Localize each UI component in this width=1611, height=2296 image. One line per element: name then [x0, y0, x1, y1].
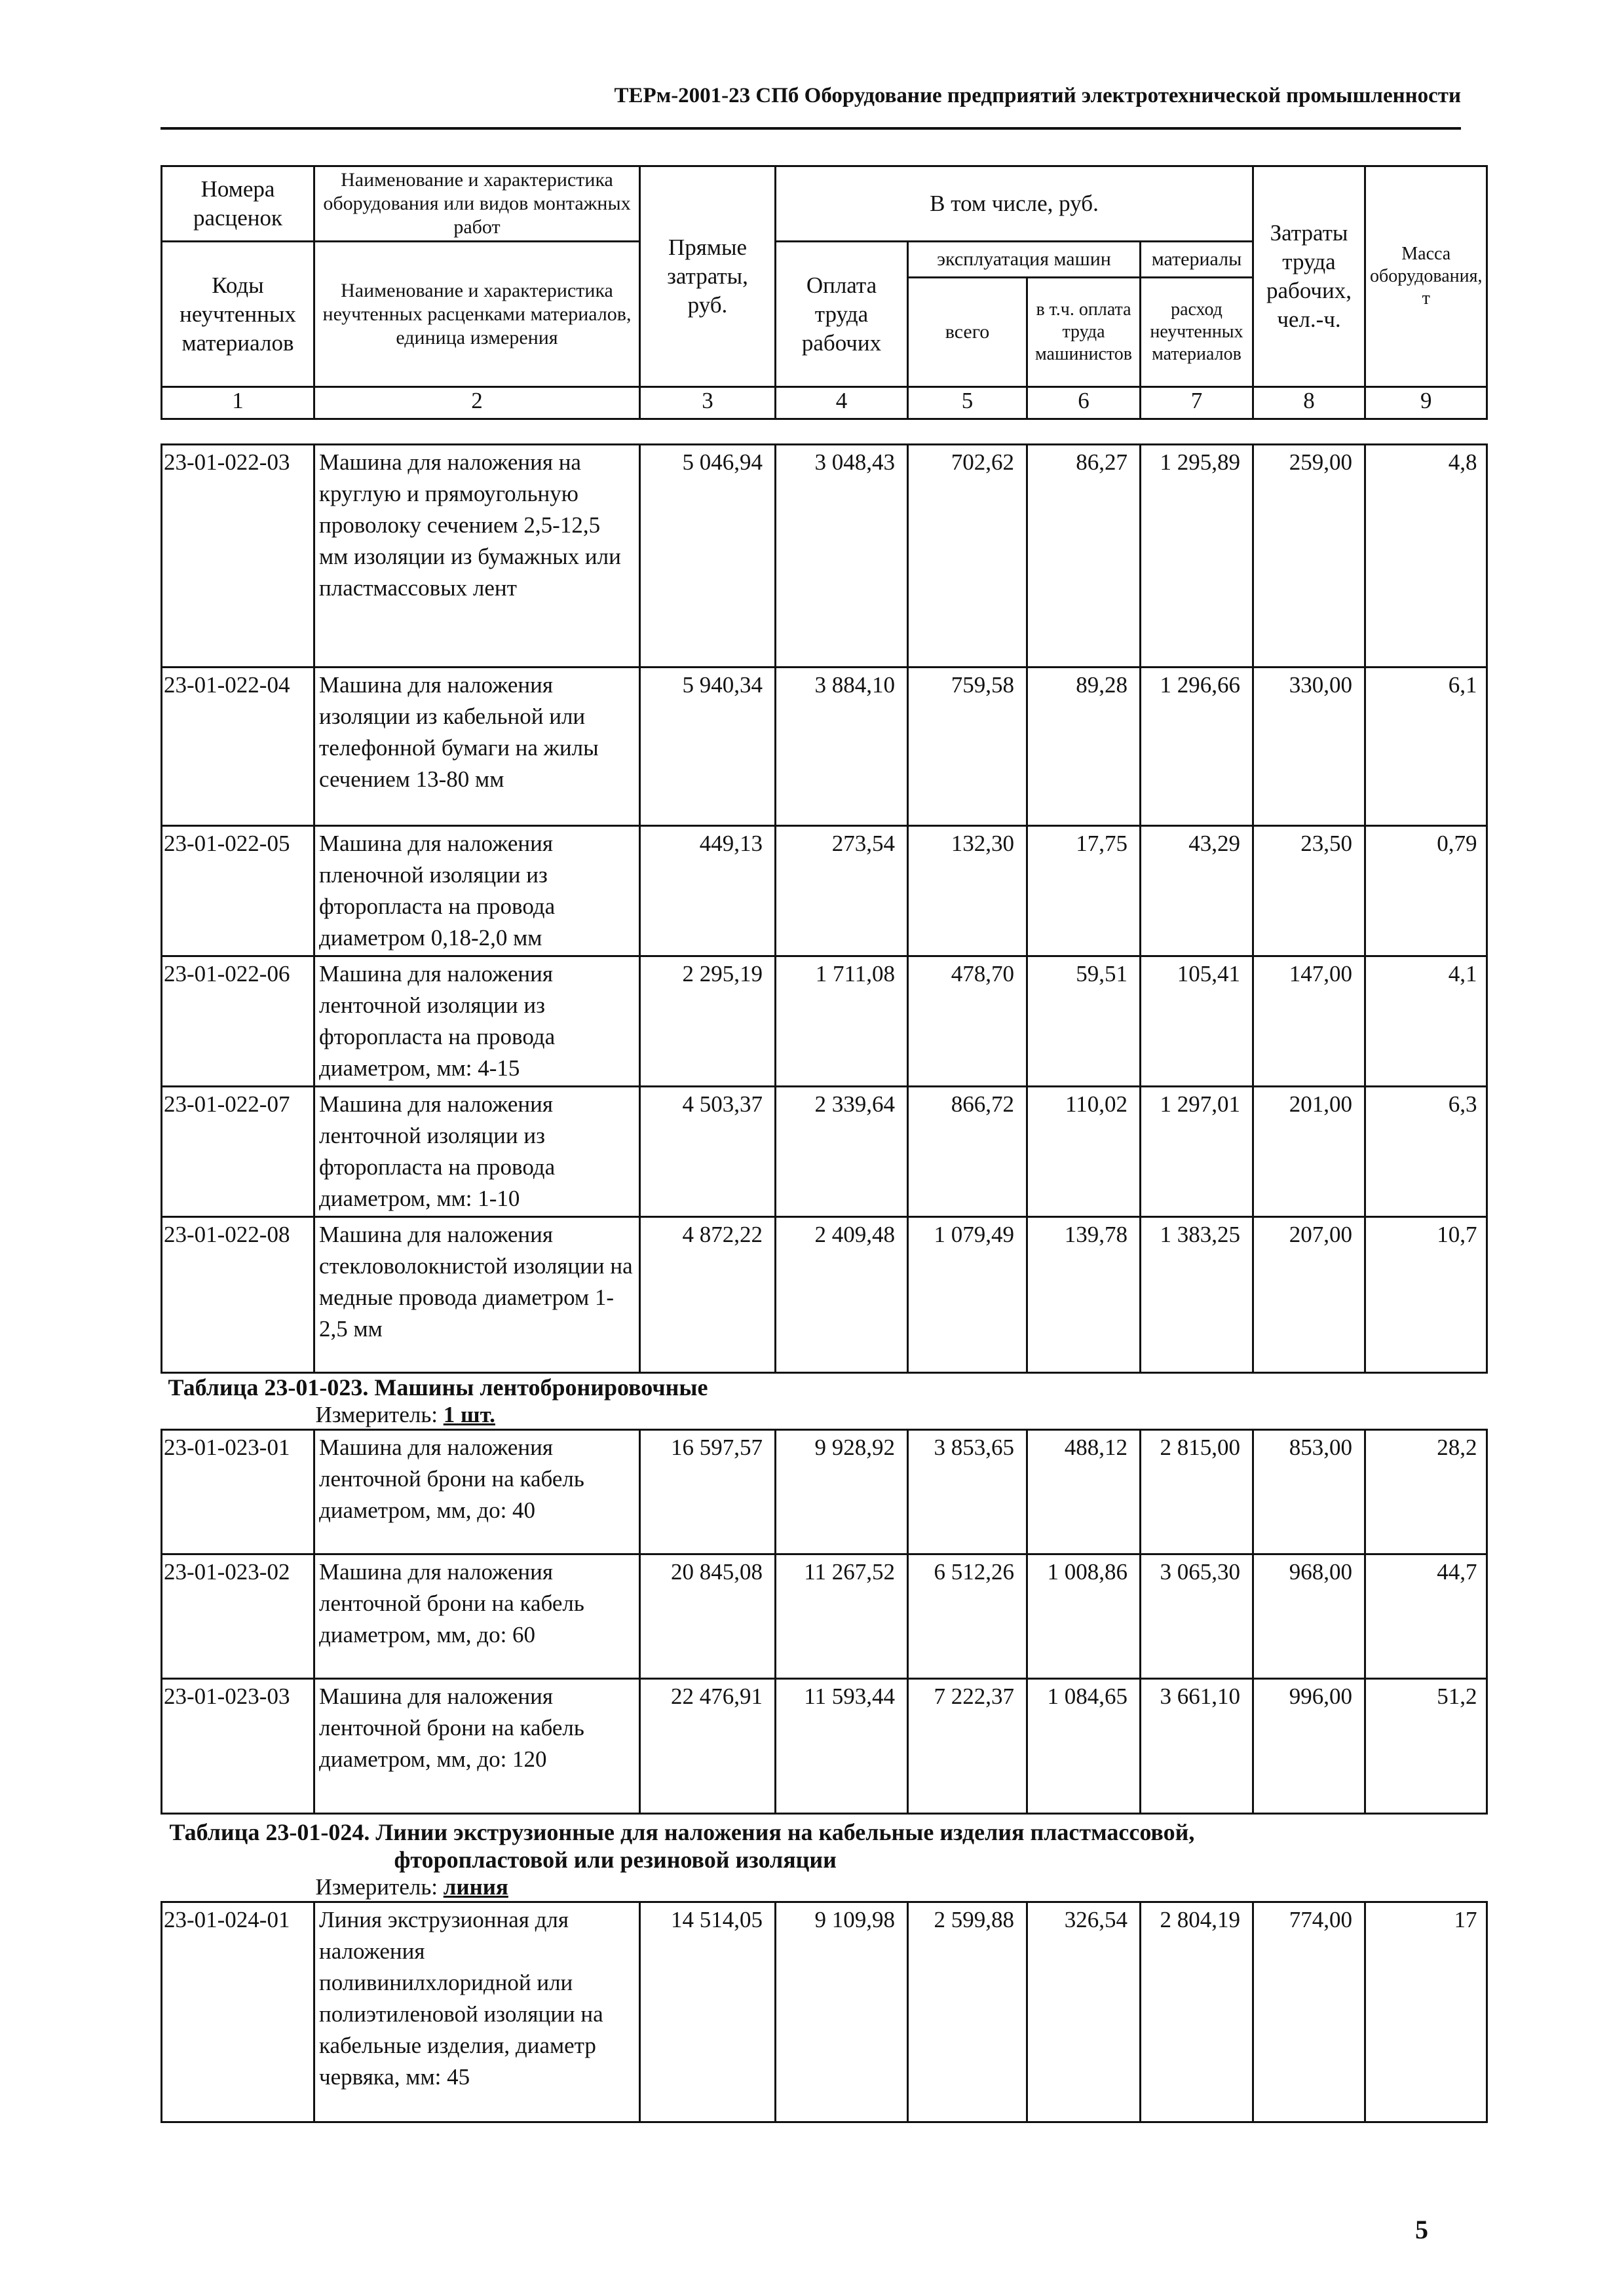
table-024-unit: [162, 1873, 1487, 1902]
machinist-wages: 86,27: [1027, 445, 1141, 668]
header-machines: эксплуатация машин: [908, 242, 1141, 278]
direct-costs: 16 597,57: [640, 1430, 776, 1554]
machines-total: 866,72: [908, 1087, 1027, 1217]
equipment-mass: 4,1: [1365, 956, 1487, 1087]
equipment-mass: 44,7: [1365, 1554, 1487, 1679]
table-row: [162, 445, 1487, 668]
direct-costs: 5 046,94: [640, 445, 776, 668]
labor-hours: 853,00: [1253, 1430, 1365, 1554]
table-row: [162, 1554, 1487, 1679]
rate-name: Машина для наложения пленочной изоляции из фторопласта на провода диаметром 0,18-2,0 мм: [314, 826, 640, 956]
wages: 11 267,52: [776, 1554, 908, 1679]
machinist-wages: 139,78: [1027, 1217, 1141, 1373]
machinist-wages: 1 084,65: [1027, 1679, 1141, 1814]
header-machines-total: всего: [908, 278, 1027, 387]
labor-hours: 207,00: [1253, 1217, 1365, 1373]
machinist-wages: 110,02: [1027, 1087, 1141, 1217]
direct-costs: 4 503,37: [640, 1087, 776, 1217]
table-row: [162, 668, 1487, 826]
labor-hours: 147,00: [1253, 956, 1365, 1087]
wages: 3 048,43: [776, 445, 908, 668]
header-wages: Оплата труда рабочих: [776, 242, 908, 387]
machinist-wages: 89,28: [1027, 668, 1141, 826]
table-024-title-line2: фторопластовой или резиновой изоляции: [394, 1847, 837, 1873]
direct-costs: 2 295,19: [640, 956, 776, 1087]
equipment-mass: 0,79: [1365, 826, 1487, 956]
header-direct-costs: Прямые затраты, руб.: [640, 166, 776, 387]
rate-code: 23-01-022-06: [162, 956, 314, 1087]
wages: 1 711,08: [776, 956, 908, 1087]
wages: 9 928,92: [776, 1430, 908, 1554]
table-row: [162, 1902, 1487, 2122]
machinist-wages: 1 008,86: [1027, 1554, 1141, 1679]
header-group: В том числе, руб.: [776, 166, 1253, 242]
header-materials: материалы: [1141, 242, 1253, 278]
column-number: 8: [1253, 387, 1365, 419]
materials-cost: 1 295,89: [1141, 445, 1253, 668]
rate-code: 23-01-022-03: [162, 445, 314, 668]
table-row: [162, 956, 1487, 1087]
machines-total: 132,30: [908, 826, 1027, 956]
materials-cost: 43,29: [1141, 826, 1253, 956]
equipment-mass: 10,7: [1365, 1217, 1487, 1373]
labor-hours: 774,00: [1253, 1902, 1365, 2122]
labor-hours: 201,00: [1253, 1087, 1365, 1217]
equipment-mass: 6,3: [1365, 1087, 1487, 1217]
header-material-codes: Коды неучтенных материалов: [162, 242, 314, 387]
table-row: [162, 1217, 1487, 1373]
table-024-caption: [162, 1814, 1487, 1847]
equipment-mass: 28,2: [1365, 1430, 1487, 1554]
unit-value: линия: [443, 1874, 508, 1900]
machines-total: 478,70: [908, 956, 1027, 1087]
labor-hours: 968,00: [1253, 1554, 1365, 1679]
wages: 11 593,44: [776, 1679, 908, 1814]
machines-total: 3 853,65: [908, 1430, 1027, 1554]
labor-hours: 259,00: [1253, 445, 1365, 668]
unit-label: Измеритель:: [315, 1402, 438, 1427]
table-024-title-line1: Таблица 23-01-024. Линии экструзионные для наложения на кабельные изделия пластмассовой,: [169, 1819, 1195, 1845]
direct-costs: 22 476,91: [640, 1679, 776, 1814]
table-023-unit: [162, 1401, 1487, 1430]
wages: 273,54: [776, 826, 908, 956]
wages: 2 409,48: [776, 1217, 908, 1373]
rate-name: Машина для наложения ленточной брони на кабель диаметром, мм, до: 60: [314, 1554, 640, 1679]
table-023-caption: [162, 1373, 1487, 1402]
machines-total: 1 079,49: [908, 1217, 1027, 1373]
table-row: [162, 826, 1487, 956]
header-labor-costs: Затраты труда рабочих, чел.-ч.: [1253, 166, 1365, 387]
materials-cost: 1 297,01: [1141, 1087, 1253, 1217]
equipment-mass: 51,2: [1365, 1679, 1487, 1814]
header-machinist-wages: в т.ч. оплата труда машинистов: [1027, 278, 1141, 387]
unit-value: 1 шт.: [443, 1402, 495, 1427]
direct-costs: 5 940,34: [640, 668, 776, 826]
table-row: [162, 1679, 1487, 1814]
materials-cost: 2 815,00: [1141, 1430, 1253, 1554]
rate-code: 23-01-022-08: [162, 1217, 314, 1373]
column-number: 6: [1027, 387, 1141, 419]
rate-code: 23-01-022-07: [162, 1087, 314, 1217]
column-number: 9: [1365, 387, 1487, 419]
materials-cost: 3 661,10: [1141, 1679, 1253, 1814]
table-023-unit-line: [162, 1401, 1487, 1430]
wages: 9 109,98: [776, 1902, 908, 2122]
rate-code: 23-01-022-05: [162, 826, 314, 956]
materials-cost: 105,41: [1141, 956, 1253, 1087]
header-materials-use: расход неучтенных материалов: [1141, 278, 1253, 387]
rate-name: Машина для наложения ленточной изоляции из фторопласта на провода диаметром, мм: 1-10: [314, 1087, 640, 1217]
column-number: 1: [162, 387, 314, 419]
machines-total: 2 599,88: [908, 1902, 1027, 2122]
rate-code: 23-01-022-04: [162, 668, 314, 826]
header-rule: [161, 127, 1461, 130]
equipment-mass: 4,8: [1365, 445, 1487, 668]
rates-sheet: [161, 165, 1488, 2123]
column-number: 7: [1141, 387, 1253, 419]
machinist-wages: 17,75: [1027, 826, 1141, 956]
header-material-name: Наименование и характеристика неучтенных расценками материалов, единица измерения: [314, 242, 640, 387]
machines-total: 759,58: [908, 668, 1027, 826]
labor-hours: 996,00: [1253, 1679, 1365, 1814]
table-024-unit-line: [162, 1873, 1487, 1902]
machines-total: 702,62: [908, 445, 1027, 668]
column-number: 2: [314, 387, 640, 419]
wages: 2 339,64: [776, 1087, 908, 1217]
column-number: 3: [640, 387, 776, 419]
header-mass: Масса оборудования, т: [1365, 166, 1487, 387]
page-number: 5: [1415, 2215, 1428, 2244]
materials-cost: 1 296,66: [1141, 668, 1253, 826]
rate-code: 23-01-023-03: [162, 1679, 314, 1814]
unit-label: Измеритель:: [315, 1874, 438, 1900]
materials-cost: 2 804,19: [1141, 1902, 1253, 2122]
running-header: ТЕРм-2001-23 СПб Оборудование предприятий электротехнической промышленности: [614, 84, 1461, 107]
materials-cost: 1 383,25: [1141, 1217, 1253, 1373]
rate-name: Машина для наложения стекловолокнистой изоляции на медные провода диаметром 1-2,5 мм: [314, 1217, 640, 1373]
machines-total: 6 512,26: [908, 1554, 1027, 1679]
rate-name: Линия экструзионная для наложения поливинилхлоридной или полиэтиленовой изоляции на кабельные изделия, диаметр червяка, мм: 45: [314, 1902, 640, 2122]
table-023-title: Таблица 23-01-023. Машины лентобронировочные: [168, 1374, 708, 1401]
header-gap: [162, 419, 1487, 445]
rates-table: [161, 165, 1488, 2123]
labor-hours: 330,00: [1253, 668, 1365, 826]
rate-name: Машина для наложения ленточной брони на кабель диаметром, мм, до: 120: [314, 1679, 640, 1814]
column-numbers-row: [162, 387, 1487, 419]
machines-total: 7 222,37: [908, 1679, 1027, 1814]
rate-code: 23-01-024-01: [162, 1902, 314, 2122]
header-rate-numbers: Номера расценок: [162, 166, 314, 242]
labor-hours: 23,50: [1253, 826, 1365, 956]
table-row: [162, 1430, 1487, 1554]
direct-costs: 14 514,05: [640, 1902, 776, 2122]
materials-cost: 3 065,30: [1141, 1554, 1253, 1679]
header-work-name: Наименование и характеристика оборудования или видов монтажных работ: [314, 166, 640, 242]
column-number: 5: [908, 387, 1027, 419]
table-024-caption-2: [162, 1846, 1487, 1873]
equipment-mass: 6,1: [1365, 668, 1487, 826]
direct-costs: 20 845,08: [640, 1554, 776, 1679]
machinist-wages: 326,54: [1027, 1902, 1141, 2122]
rate-code: 23-01-023-02: [162, 1554, 314, 1679]
table-row: [162, 1087, 1487, 1217]
rate-name: Машина для наложения изоляции из кабельной или телефонной бумаги на жилы сечением 13-80 мм: [314, 668, 640, 826]
rate-code: 23-01-023-01: [162, 1430, 314, 1554]
direct-costs: 449,13: [640, 826, 776, 956]
direct-costs: 4 872,22: [640, 1217, 776, 1373]
rate-name: Машина для наложения на круглую и прямоугольную проволоку сечением 2,5-12,5 мм изоляции из бумажных или пластмассовых лент: [314, 445, 640, 668]
machinist-wages: 59,51: [1027, 956, 1141, 1087]
equipment-mass: 17: [1365, 1902, 1487, 2122]
rate-name: Машина для наложения ленточной брони на кабель диаметром, мм, до: 40: [314, 1430, 640, 1554]
machinist-wages: 488,12: [1027, 1430, 1141, 1554]
header-row-1: [162, 166, 1487, 242]
rate-name: Машина для наложения ленточной изоляции из фторопласта на провода диаметром, мм: 4-15: [314, 956, 640, 1087]
wages: 3 884,10: [776, 668, 908, 826]
column-number: 4: [776, 387, 908, 419]
